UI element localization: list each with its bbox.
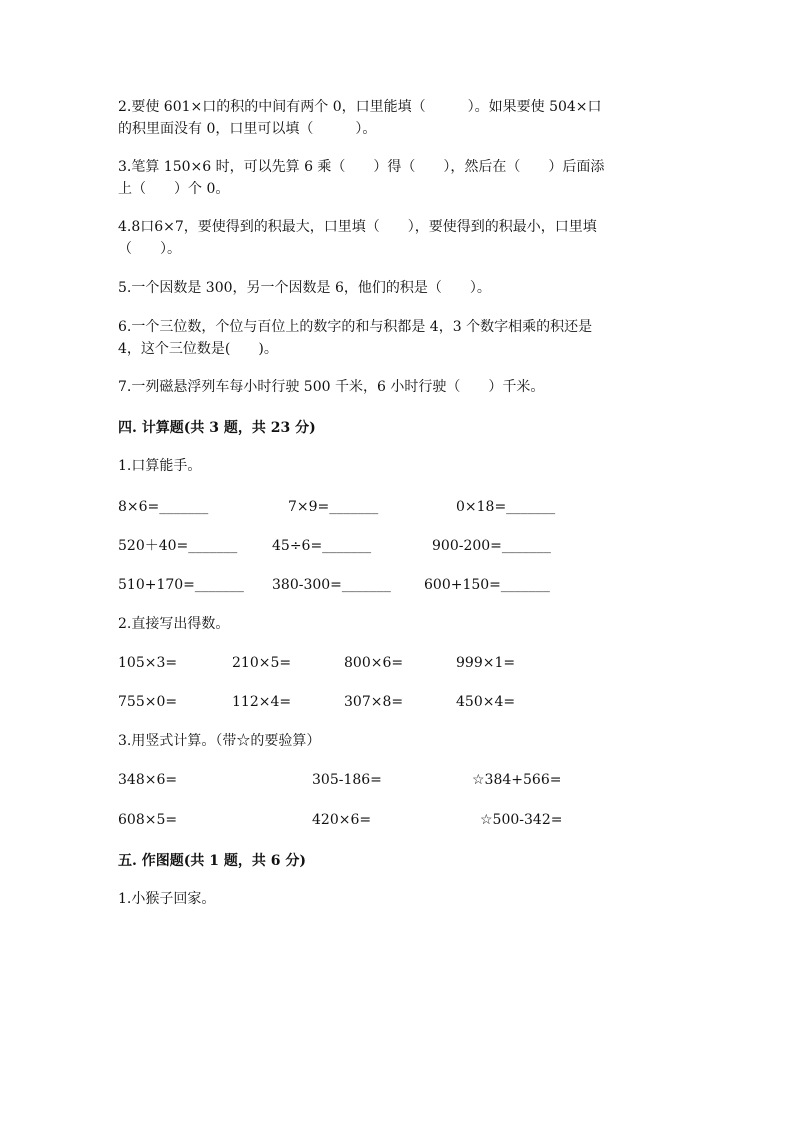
question-7 [118,376,678,398]
question-6-line-1: 6.一个三位数，个位与百位上的数字的和与积都是 4，3 个数字相乘的积还是 [118,319,593,335]
direct-answer-item: 210×5= [232,655,292,671]
vertical-calc-item: ☆500-342= [480,812,563,828]
direct-answer-item: 450×4= [456,694,516,710]
mental-math-item: 45÷6=_______ [272,538,372,554]
section-4-q1-title: 1.口算能手。 [118,458,202,474]
section-4-heading: 四. 计算题(共 3 题，共 23 分) [118,420,316,436]
vertical-calc-item: 348×6= [118,772,178,788]
direct-answer-item: 105×3= [118,655,178,671]
mental-math-item: 8×6=_______ [118,499,209,515]
question-2 [118,96,678,140]
question-2-line-1: 2.要使 601×口的积的中间有两个 0，口里能填（ ）。如果要使 504×口 [118,99,602,115]
mental-math-item: 900-200=_______ [432,538,551,554]
question-4-line-2: （ ）。 [118,241,181,257]
direct-answer-item: 999×1= [456,655,516,671]
direct-answer-item: 307×8= [344,694,404,710]
question-6-line-2: 4，这个三位数是( )。 [118,341,278,357]
vertical-calc-item: 305-186= [312,772,382,788]
section-4-q2-title: 2.直接写出得数。 [118,616,230,632]
question-4 [118,216,678,260]
mental-math-item: 520＋40=_______ [118,538,238,554]
question-3 [118,156,678,200]
vertical-calc-item: 420×6= [312,812,372,828]
section-5-heading: 五. 作图题(共 1 题，共 6 分) [118,853,306,869]
question-3-line-1: 3.笔算 150×6 时，可以先算 6 乘（ ）得（ ），然后在（ ）后面添 [118,159,605,175]
question-7-line-1: 7.一列磁悬浮列车每小时行驶 500 千米，6 小时行驶（ ）千米。 [118,379,545,395]
vertical-calc-item: 608×5= [118,812,178,828]
question-2-line-2: 的积里面没有 0，口里可以填（ ）。 [118,121,377,137]
question-4-line-1: 4.8口6×7，要使得到的积最大，口里填（ ），要使得到的积最小，口里填 [118,219,597,235]
mental-math-item: 0×18=_______ [456,499,556,515]
question-6 [118,316,678,360]
mental-math-item: 380-300=_______ [272,577,391,593]
direct-answer-item: 112×4= [232,694,292,710]
direct-answer-item: 800×6= [344,655,404,671]
question-3-line-2: 上（ ）个 0。 [118,181,230,197]
question-5 [118,277,678,299]
direct-answer-item: 755×0= [118,694,178,710]
question-5-line-1: 5.一个因数是 300，另一个因数是 6，他们的积是（ ）。 [118,280,491,296]
mental-math-item: 7×9=_______ [288,499,379,515]
vertical-calc-item: ☆384+566= [472,772,562,788]
section-5-q1-title: 1.小猴子回家。 [118,891,216,907]
mental-math-item: 600+150=_______ [424,577,550,593]
section-4-q3-title: 3.用竖式计算。（带☆的要验算） [118,733,321,749]
mental-math-item: 510+170=_______ [118,577,244,593]
